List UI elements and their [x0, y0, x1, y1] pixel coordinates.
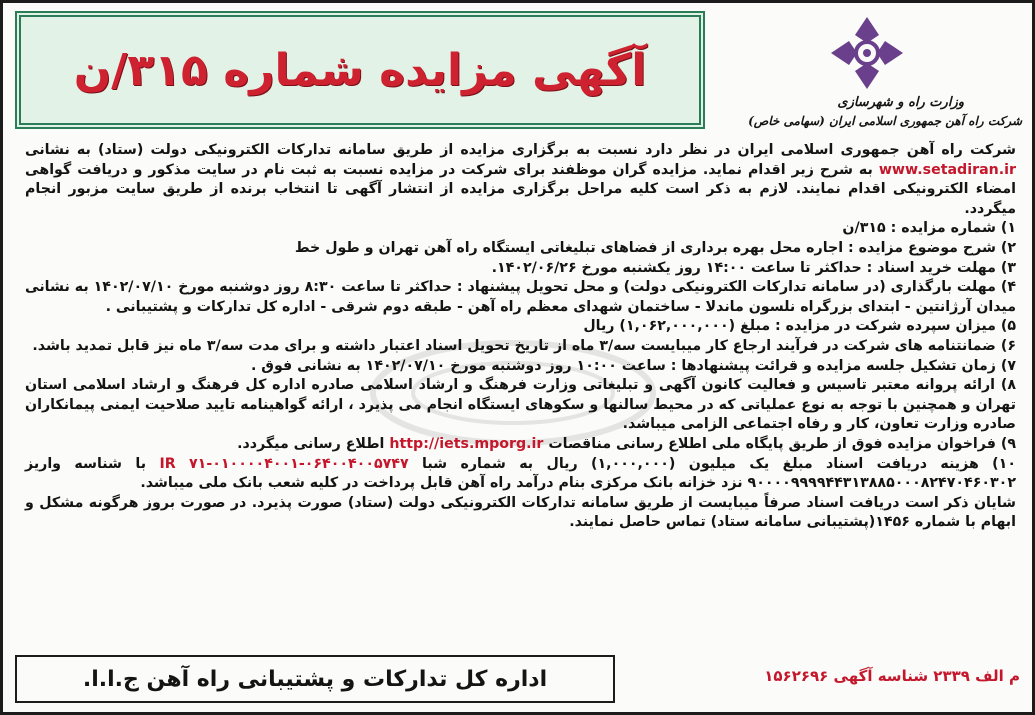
notice-header [15, 11, 1026, 133]
item-upload-deadline: ۴) مهلت بارگذاری (در سامانه تدارکات الکترونیکی دولت) و محل تحویل پیشنهاد : حداکثر تا ساعت ۸:۳۰ روز دوشنبه مورخ ۱۴۰۲/۰۷/۱۰ به نشانی میدان آرژانتین - ابتدای بزرگراه نلسون ماندلا - ساختمان شهدای معظم راه آهن - طبقه دوم شرقی - اداره کل تدارکات و پشتیبانی . [25, 279, 1016, 315]
department-name: اداره کل تدارکات و پشتیبانی راه آهن ج.ا.ا. [82, 666, 548, 692]
ministry-name: وزارت راه و شهرسازی [837, 95, 964, 110]
title-box [15, 11, 705, 129]
railway-logo-icon [827, 13, 907, 93]
intro-text-1: شرکت راه آهن جمهوری اسلامی ایران در نظر دارد نسبت به برگزاری مزایده از طریق سامانه تدارکات الکترونیکی دولت (ستاد) به نشانی [25, 142, 1016, 158]
item-auction-number: ۱) شماره مزایده : ۳۱۵/ن [842, 220, 1016, 237]
company-name: شرکت راه آهن جمهوری اسلامی ایران (سهامی خاص) [748, 114, 1022, 128]
item9-text-1: ۹) فراخوان مزایده فوق از طریق پایگاه ملی اطلاع رسانی مناقصات [543, 435, 1016, 452]
item-guarantees: ۶) ضمانتنامه های شرکت در فرآیند ارجاع کار میبایست سه/۳ ماه از تاریخ تحویل اسناد اعتبار داشته و برای مدت سه/۳ ماه نیز قابل تمدید باشد. [32, 337, 1016, 354]
iban-number: IR ۷۱-۰۱۰۰۰۰۴۰۰۱-۰۶۴۰۰۴۰۰۵۷۴۷ [159, 455, 409, 472]
ad-identifier: م الف ۲۳۳۹ شناسه آگهی ۱۵۶۲۶۹۶ [764, 667, 1020, 685]
item10-text-2: با شناسه واریز ۹۰۰۰۰۹۹۹۹۴۴۳۱۳۸۸۵۰۰۰۸۲۴۷۰۴۶۰۳۰۲ نزد خزانه بانک مرکزی بنام درآمد راه آهن قابل پرداخت در کلیه شعب بانک ملی میباشد. [25, 455, 1016, 492]
department-box [15, 655, 615, 703]
note-paragraph: شایان ذکر است دریافت اسناد صرفاً میبایست از طریق سامانه تدارکات الکترونیکی دولت (ستاد) صورت پذیرد. در صورت بروز هرگونه مشکل و ابهام با شماره ۱۴۵۶(پشتیبانی سامانه ستاد) تماس حاصل نمایند. [25, 494, 1016, 531]
notice-body [25, 141, 1016, 533]
item-announcement [25, 435, 1016, 455]
item-license: ۸) ارائه پروانه معتبر تاسیس و فعالیت کانون آگهی و تبلیغاتی وزارت فرهنگ و ارشاد اسلامی صادره اداره کل فرهنگ و ارشاد اسلامی استان تهران و همچنین با توجه به نوع عملیاتی که در محیط سالنها و سکوهای ایستگاه انجام می پذیرد ، ارائه گواهینامه تایید صلاحیت ایمنی پیمانکاران صادره وزارت تعاون، کار و رفاه اجتماعی الزامی میباشد. [25, 377, 1016, 433]
notice-footer [15, 651, 1026, 709]
intro-text-2: به شرح زیر اقدام نماید. مزایده گران موظفند برای شرکت در مزایده نسبت به ثبت نام در سایت مذکور و دریافت گواهی امضاء الکترونیکی اقدام نمایند. لازم به ذکر است کلیه مراحل برگزاری مزایده از انتشار آگهی تا انتخاب برنده از طریق سایت مزبور انجام میگردد. [25, 161, 1016, 217]
item-deposit: ۵) میزان سپرده شرکت در مزایده : مبلغ (۱,۰۶۲,۰۰۰,۰۰۰) ریال [583, 318, 1016, 335]
item-purchase-deadline: ۳) مهلت خرید اسناد : حداکثر تا ساعت ۱۴:۰۰ روز یکشنبه مورخ ۱۴۰۲/۰۶/۲۶. [491, 259, 1016, 276]
organization-block [727, 11, 1026, 133]
item-session-time: ۷) زمان تشکیل جلسه مزایده و قرائت پیشنهادها : ساعت ۱۰:۰۰ روز دوشنبه مورخ ۱۴۰۲/۰۷/۱۰ به نشانی فوق . [250, 357, 1016, 374]
intro-paragraph [25, 141, 1016, 219]
setad-link[interactable]: www.setadiran.ir [878, 161, 1016, 178]
item10-text-1: ۱۰) هزینه دریافت اسناد مبلغ یک میلیون (۱,۰۰۰,۰۰۰) ریال به شماره شبا [408, 455, 1016, 472]
notice-title: آگهی مزایده شماره ۳۱۵/ن [73, 44, 647, 96]
item9-text-2: اطلاع رسانی میگردد. [237, 435, 390, 452]
iets-link[interactable]: http://iets.mporg.ir [389, 435, 544, 452]
item-subject: ۲) شرح موضوع مزایده : اجاره محل بهره برداری از فضاهای تبلیغاتی ایستگاه راه آهن تهران و طول خط [294, 239, 1016, 256]
item-document-fee [25, 455, 1016, 494]
